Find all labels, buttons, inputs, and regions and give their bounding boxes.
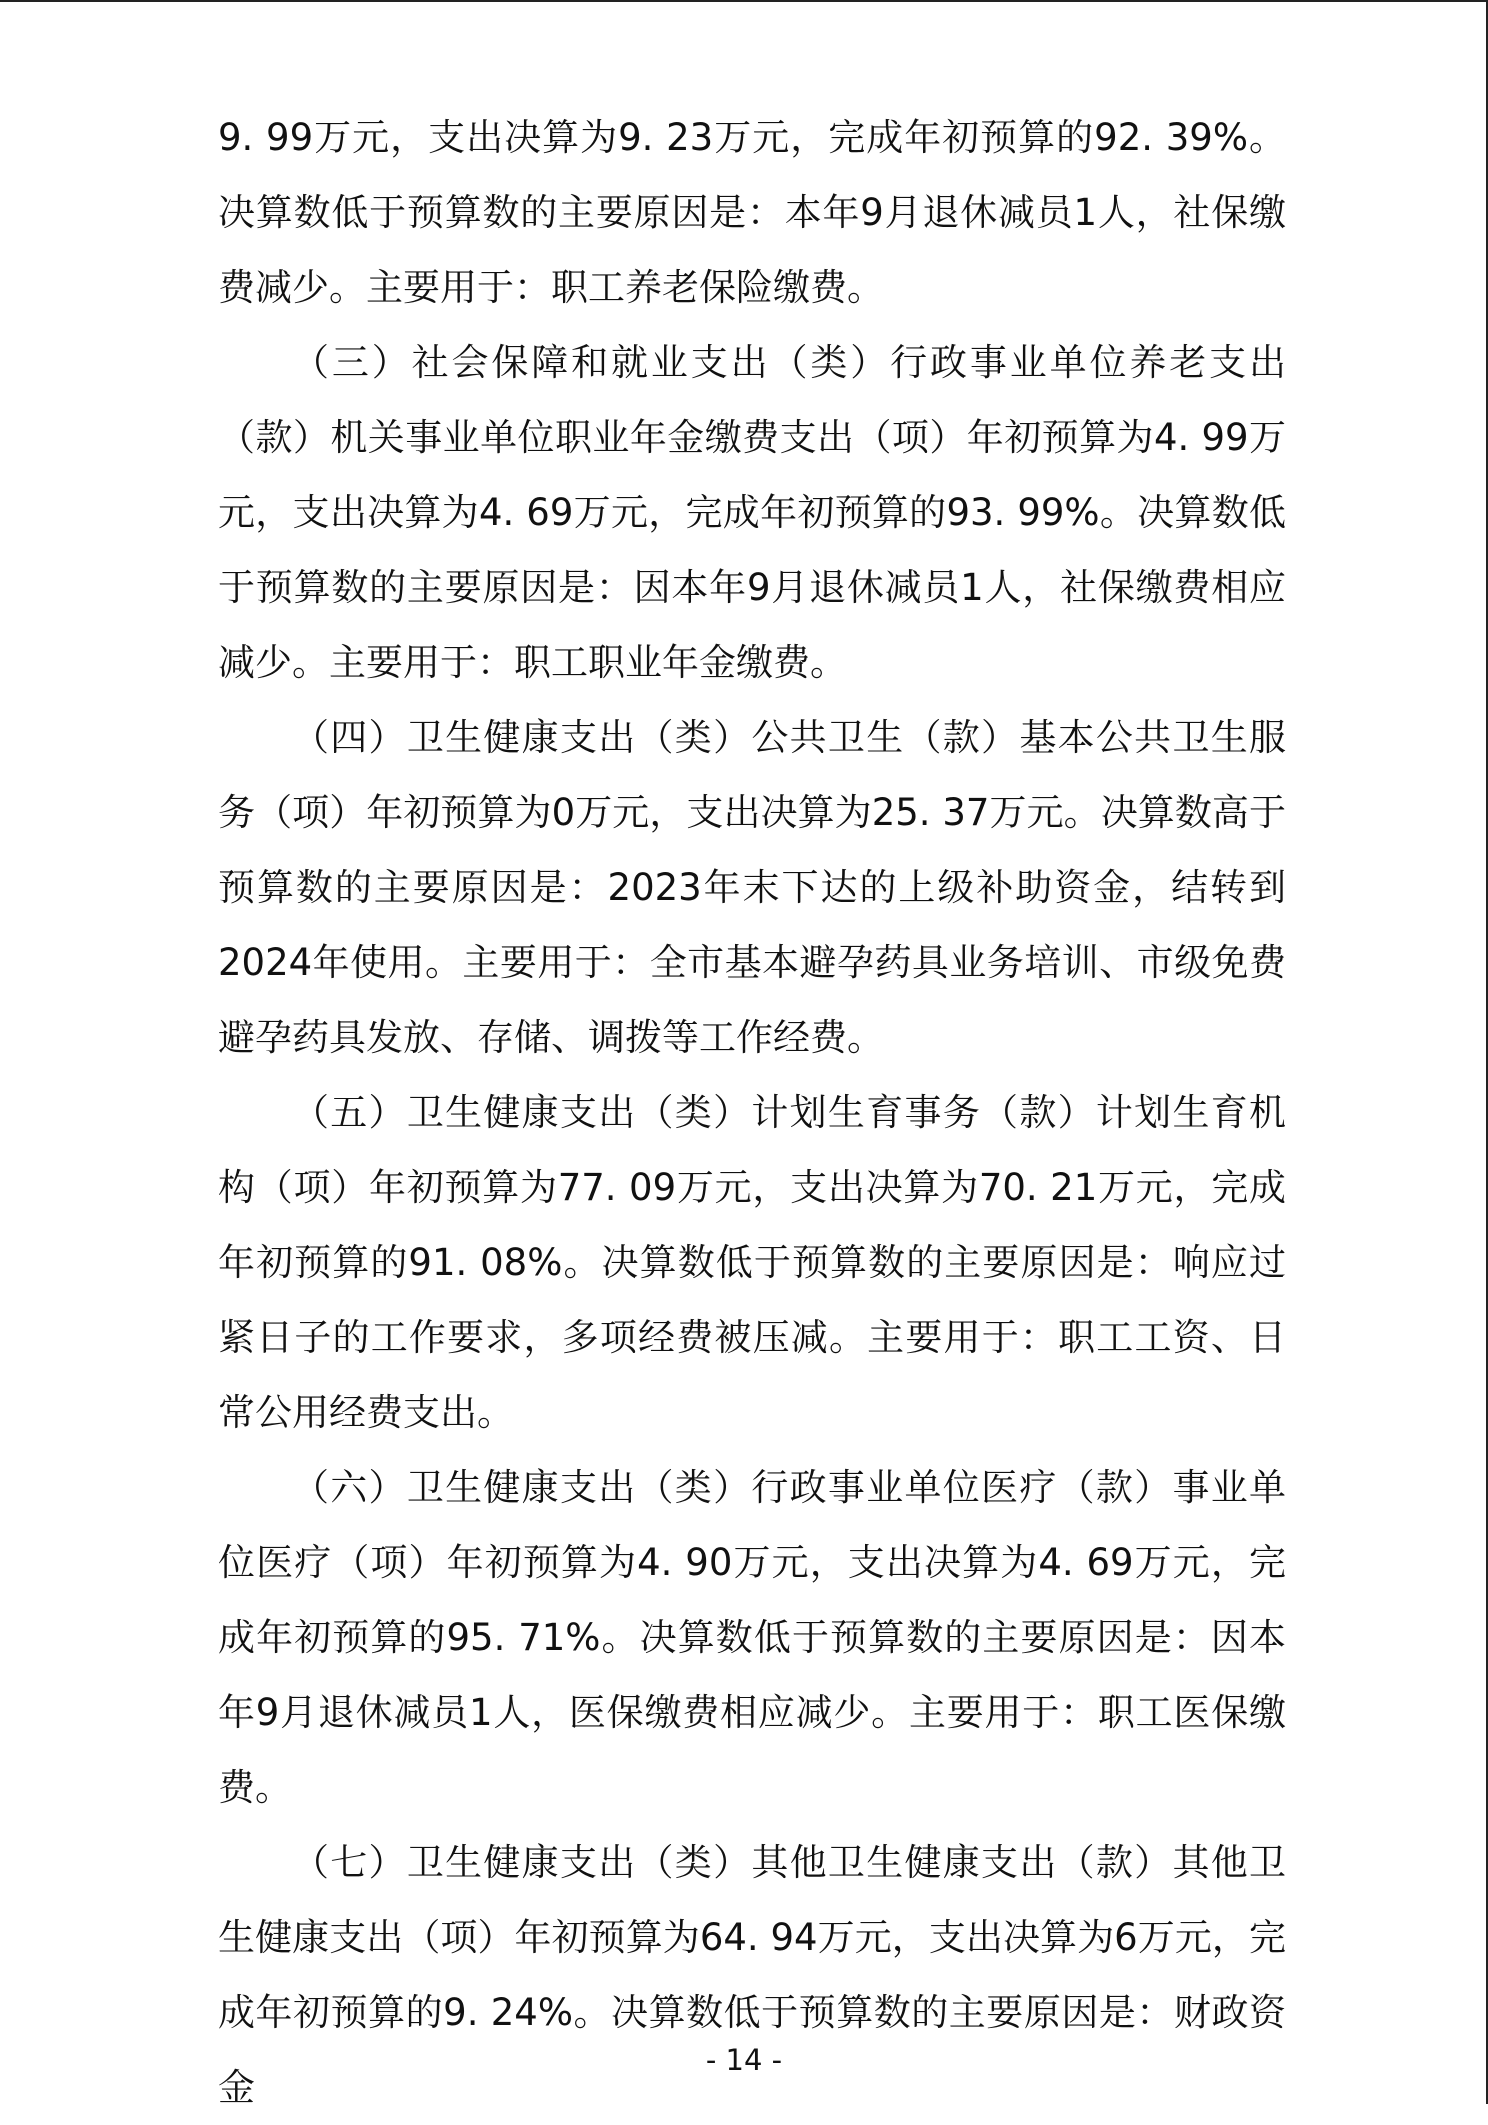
paragraph-section-6: （六）卫生健康支出（类）行政事业单位医疗（款）事业单位医疗（项）年初预算为4. 90万元，支出决算为4. 69万元，完成年初预算的95. 71%。决算数低于预算数的主要原因是：因本年9月退休减员1人，医保缴费相应减少。主要用于：职工医保缴费。 (218, 1466, 1286, 1809)
page-number: - 14 - (705, 2043, 783, 2077)
paragraph-section-4: （四）卫生健康支出（类）公共卫生（款）基本公共卫生服务（项）年初预算为0万元，支出决算为25. 37万元。决算数高于预算数的主要原因是：2023年末下达的上级补助资金，结转到2024年使用。主要用于：全市基本避孕药具业务培训、市级免费避孕药具发放、存储、调拨等工作经费。 (218, 716, 1286, 1059)
paragraph-section-7: （七）卫生健康支出（类）其他卫生健康支出（款）其他卫生健康支出（项）年初预算为64. 94万元，支出决算为6万元，完成年初预算的9. 24%。决算数低于预算数的主要原因是：财政资金 (218, 1841, 1286, 2109)
document-body (218, 100, 1286, 2125)
paragraph-section-3: （三）社会保障和就业支出（类）行政事业单位养老支出（款）机关事业单位职业年金缴费支出（项）年初预算为4. 99万元，支出决算为4. 69万元，完成年初预算的93. 99%。决算数低于预算数的主要原因是：因本年9月退休减员1人，社保缴费相应减少。主要用于：职工职业年金缴费。 (218, 341, 1286, 684)
paragraph-section-5: （五）卫生健康支出（类）计划生育事务（款）计划生育机构（项）年初预算为77. 09万元，支出决算为70. 21万元，完成年初预算的91. 08%。决算数低于预算数的主要原因是：响应过紧日子的工作要求，多项经费被压减。主要用于：职工工资、日常公用经费支出。 (218, 1091, 1286, 1434)
paragraph-continuation: 9. 99万元，支出决算为9. 23万元，完成年初预算的92. 39%。决算数低于预算数的主要原因是：本年9月退休减员1人，社保缴费减少。主要用于：职工养老保险缴费。 (218, 116, 1286, 309)
